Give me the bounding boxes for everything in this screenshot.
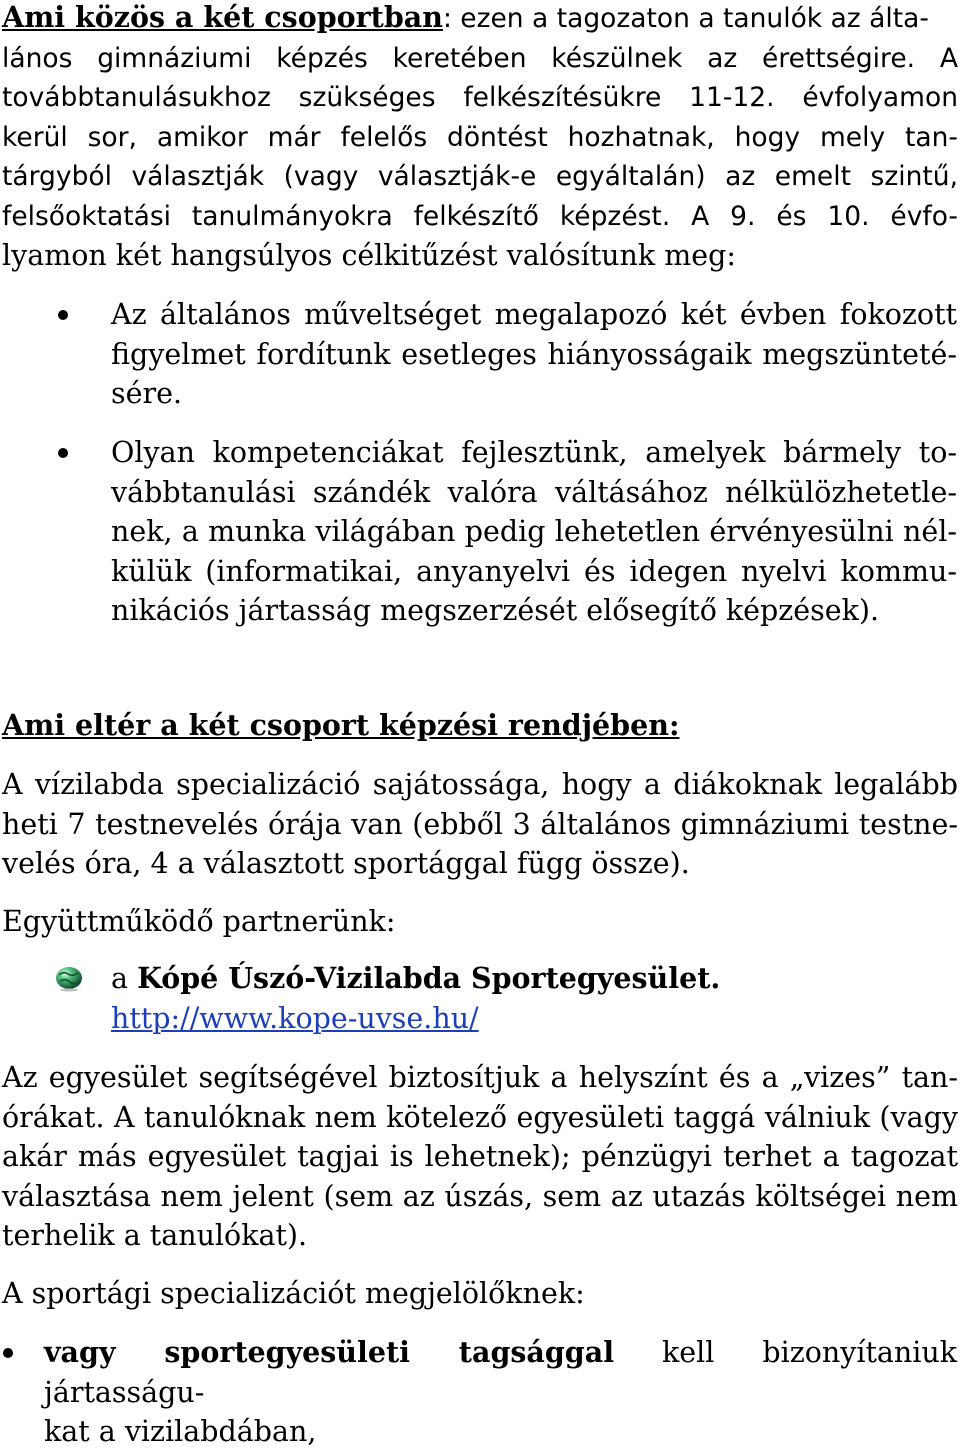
intro-line-4: kerül sor, amikor már felelős döntést hozhatnak, hogy mely tan- (2, 121, 958, 153)
bullet-dot (58, 310, 68, 320)
bullet-dot (58, 448, 68, 458)
club-paragraph: Az egyesület segítségével biztosítjuk a helyszínt és a „vizes” tan- órákat. A tanulóknak nem kötelező egyesületi taggá válniuk (vagy akár más egyesület tagjai is lehetnek); pénzügyi terhet a tagozat választása nem jelent (sem az úszás, sem az utazás költségei nem terhelik a tanulókat). (2, 1061, 958, 1252)
intro-line-7: lyamon két hangsúlyos célkitűzést valósítunk meg: (2, 239, 736, 272)
intro-line-2: lános gimnáziumi képzés keretében készülnek az érettségire. A (2, 42, 958, 74)
requirements-label: A sportági specializációt megjelölőknek: (2, 1277, 585, 1310)
intro-line-1: Ami közös a két csoportban: ezen a tagozaton a tanulók az álta- (2, 0, 929, 34)
difference-heading: Ami eltér a két csoport képzési rendjében: (2, 708, 680, 742)
globe-icon (54, 962, 84, 992)
partner-url-link[interactable]: http://www.kope-uvse.hu/ (111, 1001, 479, 1035)
partner-label: Együttműködő partnerünk: (2, 905, 396, 938)
intro-line-6: felsőoktatási tanulmányokra felkészítő képzést. A 9. és 10. évfo- (2, 200, 958, 232)
intro-paragraph (2, 0, 958, 276)
requirement-item: vagy sportegyesületi tagsággal kell bizonyítaniuk jártasságu- kat a vizilabdában, (44, 1335, 957, 1448)
bullet-dot (3, 1348, 13, 1358)
intro-line-5: tárgyból választják (vagy választják-e egyáltalán) az emelt szintű, (2, 161, 958, 192)
partner-entry: a Kópé Úszó-Vizilabda Sportegyesület. http://www.kope-uvse.hu/ (111, 961, 721, 1035)
intro-line-3: továbbtanulásukhoz szükséges felkészítésükre 11-12. évfolyamon (2, 82, 958, 113)
goal-item-2: Olyan kompetenciákat fejlesztünk, amelyek bármely to- vábbtanulási szándék valóra váltásához nélkülözhetetle- nek, a munka világában pedig lehetetlen érvényesülni nél- külük (informatikai, anyanyelvi és idegen nyelvi kommu- nikációs jártasság megszerzését elősegítő képzések). (111, 436, 957, 627)
goal-item-1: Az általános műveltséget megalapozó két évben fokozott figyelmet fordítunk esetleges hiányosságaik megszünteté- sére. (111, 298, 957, 410)
partner-name: Kópé Úszó-Vizilabda Sportegyesület. (137, 961, 721, 995)
difference-paragraph: A vízilabda specializáció sajátossága, hogy a diákoknak legalább heti 7 testnevelés órája van (ebből 3 általános gimnáziumi testne- velés óra, 4 a választott sportággal függ össze). (2, 768, 958, 880)
intro-heading: Ami közös a két csoportban (2, 0, 443, 34)
